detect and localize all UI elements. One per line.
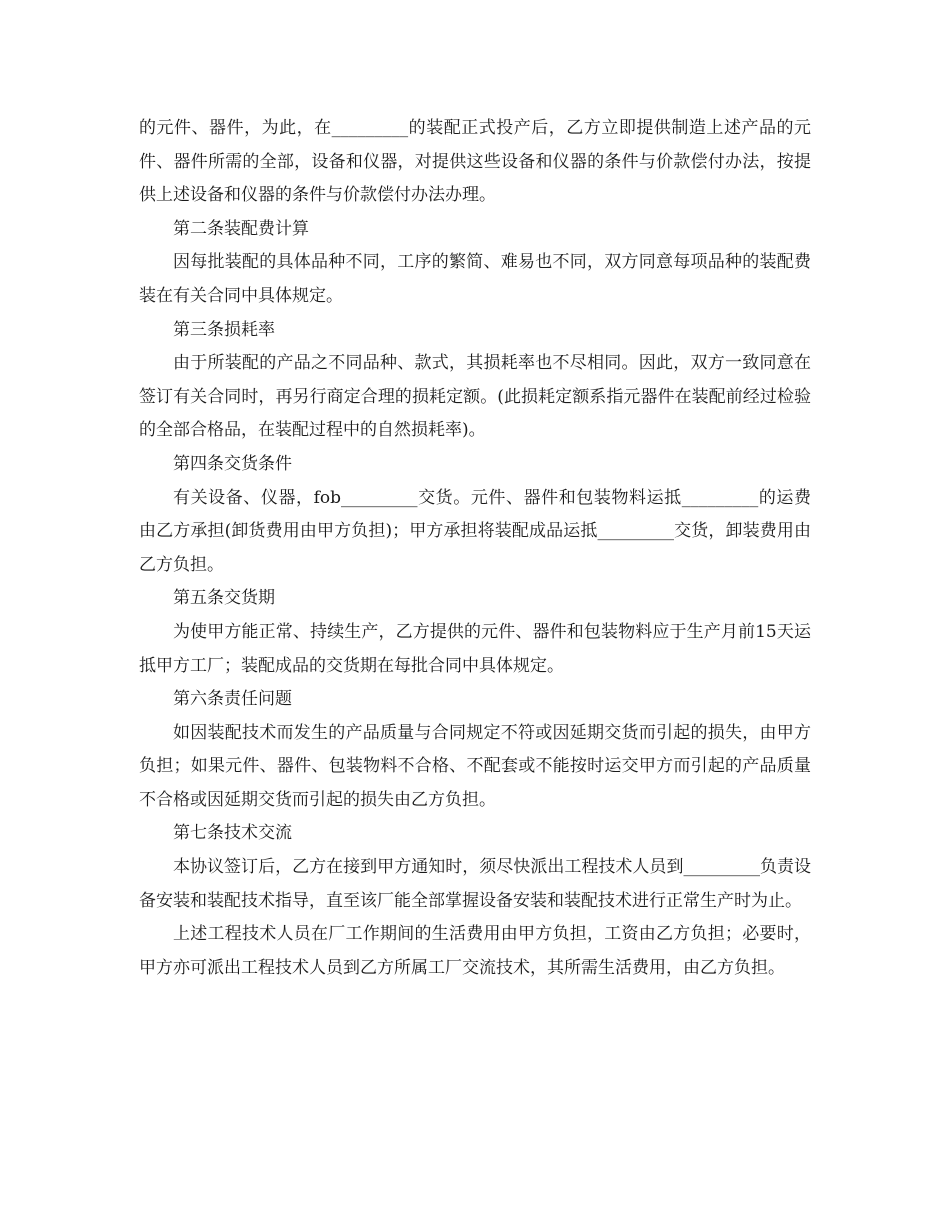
- heading-article-2: 第二条装配费计算: [173, 218, 309, 239]
- heading-article-3: 第三条损耗率: [173, 319, 275, 340]
- document-page: [139, 112, 811, 985]
- heading-article-7: 第七条技术交流: [173, 823, 292, 844]
- paragraph-article-7-expenses: 上述工程技术人员在厂工作期间的生活费用由甲方负担，工资由乙方负担；必要时，甲方亦可派出工程技术人员到乙方所属工厂交流技术，其所需生活费用，由乙方负担。: [139, 924, 811, 978]
- heading-article-4: 第四条交货条件: [173, 453, 292, 474]
- heading-article-6: 第六条责任问题: [173, 689, 292, 710]
- paragraph-continuation: 的元件、器件，为此，在_________的装配正式投产后，乙方立即提供制造上述产品的元件、器件所需的全部，设备和仪器，对提供这些设备和仪器的条件与价款偿付办法，按提供上述设备和仪器的条件与价款偿付办法办理。: [139, 118, 811, 206]
- paragraph-article-2: 因每批装配的具体品种不同，工序的繁简、难易也不同，双方同意每项品种的装配费装在有关合同中具体规定。: [139, 252, 811, 306]
- paragraph-article-3: 由于所装配的产品之不同品种、款式，其损耗率也不尽相同。因此，双方一致同意在签订有关合同时，再另行商定合理的损耗定额。(此损耗定额系指元器件在装配前经过检验的全部合格品，在装配过程中的自然损耗率)。: [139, 353, 811, 441]
- heading-article-5: 第五条交货期: [173, 588, 275, 609]
- paragraph-article-5: 为使甲方能正常、持续生产，乙方提供的元件、器件和包装物料应于生产月前15天运抵甲方工厂；装配成品的交货期在每批合同中具体规定。: [139, 621, 811, 676]
- paragraph-article-7: 本协议签订后，乙方在接到甲方通知时，须尽快派出工程技术人员到_________负责设备安装和装配技术指导，直至该厂能全部掌握设备安装和装配技术进行正常生产时为止。: [139, 857, 811, 911]
- paragraph-article-4: 有关设备、仪器，fob_________交货。元件、器件和包装物料运抵_________的运费由乙方承担(卸货费用由甲方负担)；甲方承担将装配成品运抵_________交货，卸装费用由乙方负担。: [139, 487, 811, 575]
- paragraph-article-6: 如因装配技术而发生的产品质量与合同规定不符或因延期交货而引起的损失，由甲方负担；如果元件、器件、包装物料不合格、不配套或不能按时运交甲方而引起的产品质量不合格或因延期交货而引起的损失由乙方负担。: [139, 722, 811, 810]
